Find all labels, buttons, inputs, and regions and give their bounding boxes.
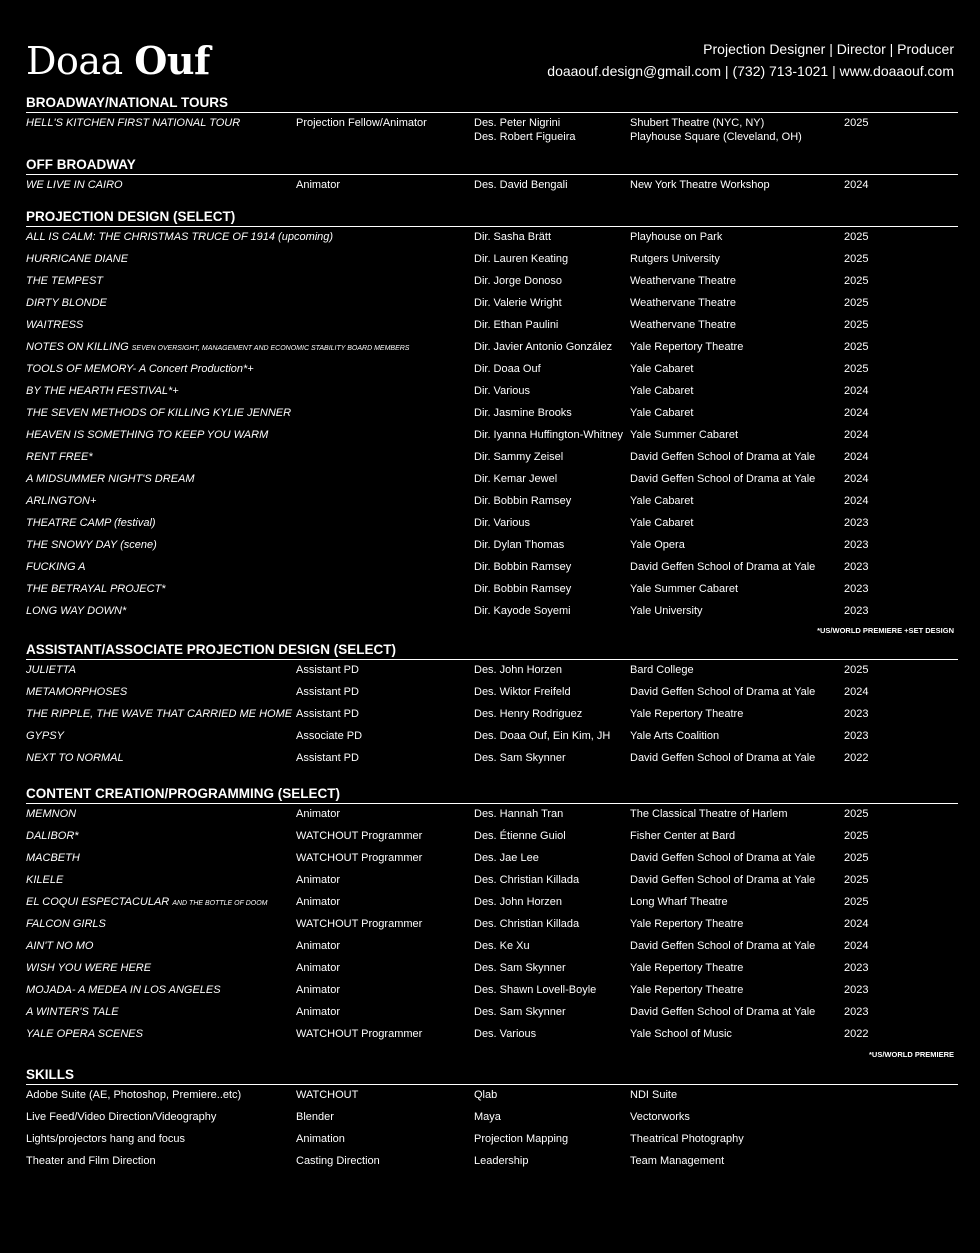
credit-row [26,804,958,826]
credit-people: Des. Sam Skynner [474,752,566,764]
credit-row [26,870,958,892]
show-name: AIN'T NO MO [26,940,94,952]
show-title [26,178,123,192]
credit-venue: David Geffen School of Drama at Yale [630,686,816,698]
credit-role: Animator [296,179,341,191]
credit-role: WATCHOUT Programmer [296,852,423,864]
credit-venue: The Classical Theatre of Harlem [630,808,788,820]
credit-venue: David Geffen School of Drama at Yale [630,451,816,463]
credit-year: 2025 [844,664,869,676]
show-name: ARLINGTON+ [26,495,97,507]
credit-row [26,914,958,936]
credit-row [26,748,958,770]
credit-role: Assistant PD [296,664,359,676]
show-name: WE LIVE IN CAIRO [26,179,123,191]
credit-year: 2025 [844,852,869,864]
show-title [26,873,63,887]
section-title: PROJECTION DESIGN (SELECT) [26,209,958,227]
credit-row [26,513,958,535]
skill-item: Leadership [474,1155,529,1167]
credit-venue: Yale Repertory Theatre [630,984,744,996]
show-name: THEATRE CAMP (festival) [26,517,156,529]
show-title [26,384,179,398]
credit-people: Des. Peter Nigrini Des. Robert Figueira [474,117,576,143]
skill-item: Team Management [630,1155,725,1167]
credit-year: 2025 [844,808,869,820]
credit-year: 2024 [844,940,869,952]
credit-year: 2025 [844,896,869,908]
credit-people: Dir. Dylan Thomas [474,539,565,551]
show-name: ALL IS CALM: THE CHRISTMAS TRUCE OF 1914 (upcoming) [26,231,334,243]
credit-venue: David Geffen School of Drama at Yale [630,940,816,952]
credit-people: Des. John Horzen [474,664,563,676]
show-title [26,116,240,130]
credit-row [26,892,958,914]
show-name: HURRICANE DIANE [26,253,129,265]
credit-people: Dir. Iyanna Huffington-Whitney [474,429,623,441]
credit-role: WATCHOUT Programmer [296,1028,423,1040]
credit-people: Dir. Jorge Donoso [474,275,563,287]
credit-people: Dir. Kemar Jewel [474,473,558,485]
credit-venue: David Geffen School of Drama at Yale [630,874,816,886]
credit-venue: Yale Repertory Theatre [630,341,744,353]
show-title [26,961,151,975]
show-title [26,472,195,486]
show-name: MACBETH [26,852,80,864]
credit-venue: Weathervane Theatre [630,319,736,331]
show-title [26,707,292,721]
skill-item: Vectorworks [630,1111,690,1123]
credit-venue: David Geffen School of Drama at Yale [630,473,816,485]
credit-venue: Rutgers University [630,253,720,265]
credit-venue: Yale Cabaret [630,363,694,375]
skill-item: Blender [296,1111,334,1123]
section-title: CONTENT CREATION/PROGRAMMING (SELECT) [26,786,958,804]
credit-people: Dir. Bobbin Ramsey [474,583,572,595]
show-title [26,895,267,911]
credit-year: 2023 [844,539,869,551]
show-name: WISH YOU WERE HERE [26,962,152,974]
credit-role: WATCHOUT Programmer [296,830,423,842]
credit-venue: Playhouse on Park [630,231,723,243]
credit-year: 2024 [844,385,869,397]
show-name: HELL'S KITCHEN FIRST NATIONAL TOUR [26,117,241,129]
skill-item: Live Feed/Video Direction/Videography [26,1111,217,1123]
show-title [26,538,157,552]
show-title [26,516,156,530]
credit-row [26,337,958,359]
credit-year: 2024 [844,495,869,507]
credit-row [26,491,958,513]
credit-people: Des. Henry Rodriguez [474,708,583,720]
credit-people: Dir. Bobbin Ramsey [474,495,572,507]
credit-people: Des. David Bengali [474,179,568,191]
credit-venue: Yale Repertory Theatre [630,708,744,720]
show-name: BY THE HEARTH FESTIVAL*+ [26,385,179,397]
credit-people: Des. Étienne Guiol [474,830,566,842]
credit-people: Des. Shawn Lovell-Boyle [474,984,597,996]
premiere-note: *US/WORLD PREMIERE +SET DESIGN [817,626,954,635]
show-title [26,729,64,743]
credit-row [26,271,958,293]
credit-people: Des. John Horzen [474,896,563,908]
section-projection-design [26,209,958,623]
credit-people: Dir. Ethan Paulini [474,319,559,331]
credit-people: Dir. Sasha Brätt [474,231,552,243]
show-name: THE SNOWY DAY (scene) [26,539,157,551]
credit-venue: Yale Cabaret [630,517,694,529]
credit-row [26,826,958,848]
credit-year: 2025 [844,297,869,309]
show-name: A WINTER'S TALE [26,1006,119,1018]
show-title [26,685,127,699]
credit-role: Animator [296,896,341,908]
credit-role: Animator [296,984,341,996]
skill-item: NDI Suite [630,1089,678,1101]
credit-people: Dir. Valerie Wright [474,297,562,309]
show-title [26,604,126,618]
credit-venue: Yale Cabaret [630,385,694,397]
show-title [26,450,93,464]
show-name: THE RIPPLE, THE WAVE THAT CARRIED ME HOME [26,708,293,720]
first-name: Doaa [26,39,123,83]
credit-year: 2023 [844,605,869,617]
skill-item: Lights/projectors hang and focus [26,1133,185,1145]
credit-year: 2022 [844,752,869,764]
credit-row [26,1002,958,1024]
credit-year: 2023 [844,730,869,742]
roles-line: Projection Designer | Director | Producer [703,41,954,57]
credit-year: 2024 [844,429,869,441]
credit-role: Animator [296,1006,341,1018]
credit-year: 2025 [844,319,869,331]
show-name: A MIDSUMMER NIGHT'S DREAM [26,473,195,485]
credit-year: 2023 [844,984,869,996]
credit-row [26,227,958,249]
skills-row [26,1129,958,1151]
credit-row [26,579,958,601]
credit-row [26,936,958,958]
resume-name [26,38,210,83]
show-title [26,362,254,376]
show-title [26,851,80,865]
credit-venue: Weathervane Theatre [630,275,736,287]
credit-year: 2023 [844,561,869,573]
section-title: BROADWAY/NATIONAL TOURS [26,95,958,113]
credit-year: 2024 [844,686,869,698]
section-assistant-design [26,642,958,770]
credit-venue: Shubert Theatre (NYC, NY) Playhouse Square (Cleveland, OH) [630,117,802,143]
credit-venue: Bard College [630,664,694,676]
skills-row [26,1107,958,1129]
show-title [26,939,94,953]
show-name: DALIBOR* [26,830,79,842]
credit-people: Dir. Various [474,517,531,529]
credit-row [26,315,958,337]
credit-year: 2023 [844,583,869,595]
credit-row [26,175,958,197]
credit-row [26,535,958,557]
skills-row [26,1151,958,1173]
credit-year: 2023 [844,962,869,974]
credit-venue: David Geffen School of Drama at Yale [630,852,816,864]
skills-row [26,1085,958,1107]
skill-item: Theater and Film Direction [26,1155,156,1167]
credit-venue: Fisher Center at Bard [630,830,736,842]
credit-row [26,403,958,425]
show-title [26,807,76,821]
show-name: DIRTY BLONDE [26,297,107,309]
skill-item: Maya [474,1111,501,1123]
credit-year: 2022 [844,1028,869,1040]
last-name: Ouf [134,38,210,83]
credit-row [26,425,958,447]
credit-people: Des. Wiktor Freifeld [474,686,571,698]
show-name: MEMNON [26,808,77,820]
credit-venue: Yale Opera [630,539,685,551]
contact-line: doaaouf.design@gmail.com | (732) 713-1021 | www.doaaouf.com [547,63,954,79]
show-name: EL COQUI ESPECTACULAR [26,896,170,908]
credit-row [26,848,958,870]
credit-year: 2025 [844,117,869,129]
skill-item: WATCHOUT [296,1089,359,1101]
show-name: TOOLS OF MEMORY- A Concert Production*+ [26,363,254,375]
credit-venue: Yale Cabaret [630,407,694,419]
show-name: YALE OPERA SCENES [26,1028,143,1040]
show-title [26,983,221,997]
show-name: THE TEMPEST [26,275,104,287]
section-broadway [26,95,958,153]
credit-row [26,980,958,1002]
credit-year: 2024 [844,918,869,930]
credit-people: Des. Ke Xu [474,940,530,952]
show-title [26,230,333,244]
credit-venue: Yale University [630,605,703,617]
credit-row [26,447,958,469]
credit-role: Assistant PD [296,752,359,764]
show-name: WAITRESS [26,319,84,331]
credit-year: 2024 [844,473,869,485]
credit-row [26,469,958,491]
credit-people: Dir. Kayode Soyemi [474,605,571,617]
credit-venue: Yale Summer Cabaret [630,429,739,441]
credit-people: Des. Christian Killada [474,918,580,930]
show-name: KILELE [26,874,64,886]
credit-role: Animator [296,962,341,974]
credit-role: Associate PD [296,730,363,742]
credit-year: 2025 [844,363,869,375]
credit-people: Dir. Sammy Zeisel [474,451,564,463]
credit-year: 2023 [844,517,869,529]
credit-people: Dir. Javier Antonio González [474,341,613,353]
credit-people: Des. Christian Killada [474,874,580,886]
show-name: THE BETRAYAL PROJECT* [26,583,166,595]
credit-people: Des. Doaa Ouf, Ein Kim, JH [474,730,611,742]
credit-year: 2025 [844,874,869,886]
show-name: METAMORPHOSES [26,686,128,698]
credit-year: 2023 [844,1006,869,1018]
credit-year: 2024 [844,407,869,419]
credit-venue: Yale Repertory Theatre [630,962,744,974]
credit-venue: David Geffen School of Drama at Yale [630,752,816,764]
credit-venue: New York Theatre Workshop [630,179,770,191]
show-subtitle: AND THE BOTTLE OF DOOM [172,900,268,907]
skill-item: Theatrical Photography [630,1133,744,1145]
credit-row [26,958,958,980]
credit-row [26,704,958,726]
credit-people: Des. Jae Lee [474,852,539,864]
show-title [26,274,103,288]
show-title [26,340,409,356]
skill-item: Projection Mapping [474,1133,569,1145]
credit-year: 2023 [844,708,869,720]
show-name: GYPSY [26,730,64,742]
credit-venue: Yale Arts Coalition [630,730,720,742]
credit-row [26,660,958,682]
credit-people: Dir. Bobbin Ramsey [474,561,572,573]
credit-venue: David Geffen School of Drama at Yale [630,1006,816,1018]
credit-row [26,1024,958,1046]
credit-people: Dir. Lauren Keating [474,253,569,265]
show-name: HEAVEN IS SOMETHING TO KEEP YOU WARM [26,429,269,441]
credit-row [26,381,958,403]
credit-role: WATCHOUT Programmer [296,918,423,930]
credit-venue: Yale Cabaret [630,495,694,507]
show-title [26,560,86,574]
show-title [26,1005,119,1019]
credit-row [26,601,958,623]
show-title [26,494,96,508]
credit-venue: David Geffen School of Drama at Yale [630,561,816,573]
credit-year: 2025 [844,253,869,265]
credit-role: Projection Fellow/Animator [296,117,427,129]
skill-item: Animation [296,1133,345,1145]
credit-year: 2025 [844,830,869,842]
section-skills [26,1067,958,1173]
show-title [26,318,83,332]
show-name: FALCON GIRLS [26,918,106,930]
credit-row [26,557,958,579]
credit-row [26,113,958,153]
show-name: MOJADA- A MEDEA IN LOS ANGELES [26,984,221,996]
credit-venue: Yale School of Music [630,1028,732,1040]
premiere-note: *US/WORLD PREMIERE [868,1050,954,1059]
section-title: ASSISTANT/ASSOCIATE PROJECTION DESIGN (SELECT) [26,642,958,660]
credit-people: Des. Various [474,1028,537,1040]
section-content-creation [26,786,958,1046]
credit-year: 2024 [844,179,869,191]
show-title [26,751,124,765]
credit-year: 2025 [844,231,869,243]
credit-year: 2025 [844,275,869,287]
show-title [26,252,128,266]
show-title [26,406,291,420]
credit-role: Assistant PD [296,708,359,720]
credit-row [26,682,958,704]
section-title: SKILLS [26,1067,958,1085]
show-title [26,663,76,677]
show-name: JULIETTA [26,664,76,676]
show-name: RENT FREE* [26,451,93,463]
show-name: NOTES ON KILLING [26,341,129,353]
credit-venue: Weathervane Theatre [630,297,736,309]
credit-row [26,249,958,271]
credit-venue: Long Wharf Theatre [630,896,728,908]
credit-role: Animator [296,874,341,886]
credit-people: Dir. Jasmine Brooks [474,407,572,419]
credit-year: 2025 [844,341,869,353]
skill-item: Casting Direction [296,1155,380,1167]
credit-people: Dir. Doaa Ouf [474,363,541,375]
show-name: NEXT TO NORMAL [26,752,124,764]
section-title: OFF BROADWAY [26,157,958,175]
credit-row [26,293,958,315]
credit-role: Animator [296,808,341,820]
credit-venue: Yale Repertory Theatre [630,918,744,930]
show-title [26,917,106,931]
show-title [26,296,107,310]
credit-row [26,359,958,381]
skill-item: Qlab [474,1089,498,1101]
show-name: FUCKING A [26,561,86,573]
credit-row [26,726,958,748]
show-title [26,428,268,442]
show-title [26,1027,143,1041]
show-subtitle: SEVEN OVERSIGHT, MANAGEMENT AND ECONOMIC STABILITY BOARD MEMBERS [131,345,410,352]
credit-role: Animator [296,940,341,952]
credit-venue: Yale Summer Cabaret [630,583,739,595]
show-title [26,829,79,843]
show-name: THE SEVEN METHODS OF KILLING KYLIE JENNER [26,407,292,419]
credit-people: Des. Sam Skynner [474,1006,566,1018]
credit-people: Dir. Various [474,385,531,397]
show-name: LONG WAY DOWN* [26,605,127,617]
section-off-broadway [26,157,958,197]
credit-people: Des. Sam Skynner [474,962,566,974]
skill-item: Adobe Suite (AE, Photoshop, Premiere..etc) [26,1089,242,1101]
credit-year: 2024 [844,451,869,463]
credit-role: Assistant PD [296,686,359,698]
show-title [26,582,166,596]
credit-people: Des. Hannah Tran [474,808,564,820]
